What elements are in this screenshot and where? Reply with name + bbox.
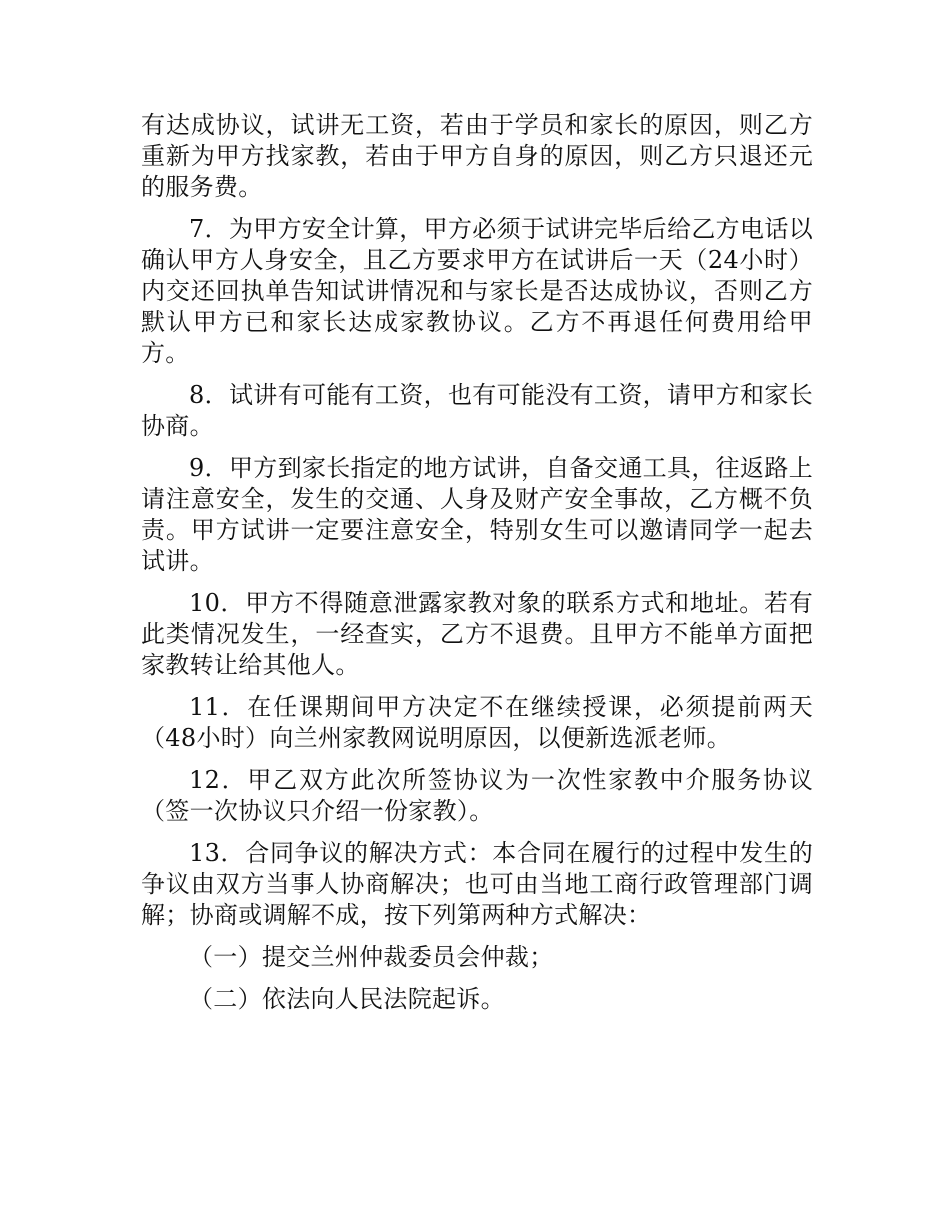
clause-10: 10．甲方不得随意泄露家教对象的联系方式和地址。若有此类情况发生，一经查实，乙方不退费。且甲方不能单方面把家教转让给其他人。 [141, 589, 813, 679]
clause-13: 13．合同争议的解决方式：本合同在履行的过程中发生的争议由双方当事人协商解决；也可由当地工商行政管理部门调解；协商或调解不成，按下列第两种方式解决： [141, 839, 813, 929]
clause-9: 9．甲方到家长指定的地方试讲，自备交通工具，往返路上请注意安全，发生的交通、人身及财产安全事故，乙方概不负责。甲方试讲一定要注意安全，特别女生可以邀请同学一起去试讲。 [141, 454, 813, 575]
resolution-option-1: （一）提交兰州仲裁委员会仲裁； [189, 943, 554, 971]
clause-11: 11．在任课期间甲方决定不在继续授课，必须提前两天（48小时）向兰州家教网说明原因，以便新选派老师。 [141, 693, 813, 752]
continued-paragraph: 有达成协议，试讲无工资，若由于学员和家长的原因，则乙方重新为甲方找家教，若由于甲方自身的原因，则乙方只退还元的服务费。 [141, 111, 813, 201]
clause-8: 8．试讲有可能有工资，也有可能没有工资，请甲方和家长协商。 [141, 381, 813, 440]
clause-7: 7．为甲方安全计算，甲方必须于试讲完毕后给乙方电话以确认甲方人身安全，且乙方要求甲方在试讲后一天（24小时）内交还回执单告知试讲情况和与家长是否达成协议，否则乙方默认甲方已和家长达成家教协议。乙方不再退任何费用给甲方。 [141, 215, 813, 367]
document-page [141, 110, 813, 1026]
resolution-option-2: （二）依法向人民法院起诉。 [189, 985, 505, 1013]
clause-12: 12．甲乙双方此次所签协议为一次性家教中介服务协议（签一次协议只介绍一份家教）。 [141, 766, 813, 825]
